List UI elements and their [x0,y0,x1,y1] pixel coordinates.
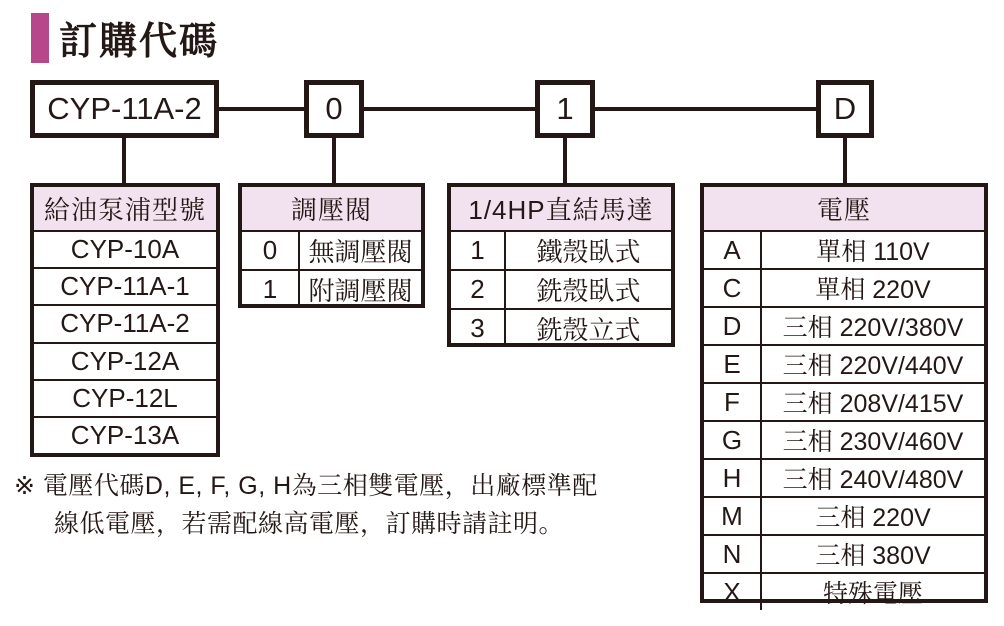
table-row [34,344,216,381]
code-cell: N [704,536,762,572]
code-box-valve [304,80,364,138]
label-cell: 特殊電壓 [822,580,923,608]
motor-code: 1 [556,91,574,126]
model-cell: CYP-11A-1 [60,271,190,302]
table-row [34,232,216,269]
table-row [704,346,984,384]
valve-table-header: 調壓閥 [242,187,421,232]
code-cell: 1 [242,271,300,308]
label-cell: 銑殼立式 [536,315,641,345]
code-cell: X [704,574,762,610]
connector-line [364,107,535,111]
code-cell: G [704,422,762,458]
label-cell: 銑殼臥式 [536,276,641,306]
table-row [704,422,984,460]
label-cell: 三相 220V [815,504,931,532]
stub-line-pump-model [122,138,126,183]
table-row [242,271,421,308]
table-row [704,232,984,270]
label-cell: 無調壓閥 [308,237,413,267]
table-row [704,270,984,308]
model-cell: CYP-13A [70,419,180,450]
table-row [704,536,984,574]
label-cell: 單相 220V [815,276,931,304]
table-row [451,310,671,347]
table-row [704,574,984,610]
code-cell: C [704,270,762,306]
label-cell: 三相 230V/460V [782,428,964,456]
voltage-code: D [833,91,857,126]
voltage-note-line1: ※ 電壓代碼D, E, F, G, H為三相雙電壓，出廠標準配 [14,472,598,500]
connector-line [595,107,816,111]
pump-model-code: CYP-11A-2 [47,91,202,126]
code-cell: 2 [451,271,506,308]
voltage-table-header: 電壓 [704,187,984,232]
label-cell: 鐵殼臥式 [536,237,641,267]
model-cell: CYP-11A-2 [60,308,190,339]
table-row [34,381,216,418]
voltage-note-line2: 線低電壓，若需配線高電壓，訂購時請註明。 [54,510,565,538]
code-cell: E [704,346,762,382]
code-cell: 3 [451,310,506,347]
table-row [704,498,984,536]
page-title: 訂購代碼 [59,21,220,63]
code-cell: H [704,460,762,496]
model-cell: CYP-10A [70,234,180,265]
code-cell: A [704,232,762,268]
valve-table [238,183,425,308]
pump-model-table [30,183,220,457]
table-row [34,418,216,453]
stub-line-valve [332,138,336,183]
table-row [451,232,671,271]
model-cell: CYP-12A [70,345,180,376]
pump-model-table-header: 給油泵浦型號 [34,187,216,232]
label-cell: 三相 220V/440V [782,352,964,380]
table-row [704,384,984,422]
code-box-pump-model [30,80,219,138]
code-cell: 0 [242,232,300,269]
voltage-table [700,183,988,608]
code-box-motor [535,80,595,138]
table-row [34,269,216,306]
motor-table-header: 1/4HP直結馬達 [451,187,671,232]
connector-line [219,107,304,111]
label-cell: 三相 240V/480V [782,466,964,494]
label-cell: 三相 380V [815,542,931,570]
valve-code: 0 [325,91,343,126]
code-box-voltage [816,80,874,138]
stub-line-voltage [843,138,847,183]
stub-line-motor [563,138,567,183]
code-cell: F [704,384,762,420]
label-cell: 三相 208V/415V [782,390,964,418]
motor-table [447,183,675,347]
code-cell: M [704,498,762,534]
table-row [34,306,216,343]
code-cell: D [704,308,762,344]
table-row [242,232,421,271]
model-cell: CYP-12L [72,382,178,413]
table-row [704,460,984,498]
table-row [451,271,671,310]
table-row [704,308,984,346]
code-cell: 1 [451,232,506,269]
title-accent-bar [31,13,49,63]
label-cell: 三相 220V/380V [782,314,964,342]
label-cell: 附調壓閥 [308,276,413,306]
label-cell: 單相 110V [816,238,930,266]
